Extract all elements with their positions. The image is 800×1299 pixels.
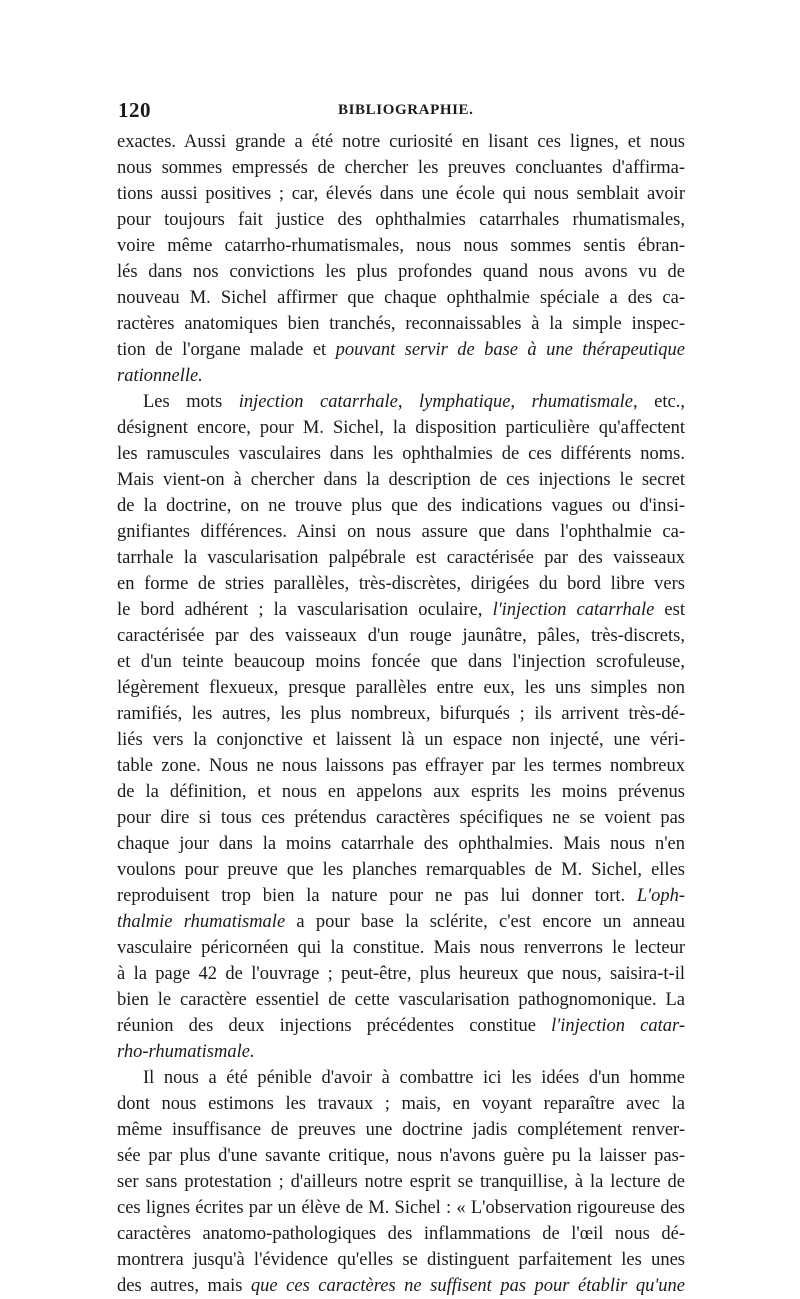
- italic-segment: L'oph-: [636, 886, 685, 906]
- italic-segment: l'injection catarrhale: [492, 600, 655, 620]
- text-line: tarrhale la vascularisation palpébrale est caractérisée par des vaisseaux: [117, 548, 685, 568]
- italic-segment: que ces caractères ne suffisent pas pour établir qu'une: [250, 1276, 685, 1296]
- text-line: Il nous a été pénible d'avoir à combattre ici les idées d'un homme: [143, 1068, 685, 1088]
- text-line: tions aussi positives ; car, élevés dans une école qui nous semblait avoir: [117, 184, 685, 204]
- text-line: en forme de stries parallèles, très-discrètes, dirigées du bord libre vers: [117, 574, 685, 594]
- italic-segment: injection catarrhale, lymphatique, rhumatismale: [238, 392, 634, 412]
- text-line: voulons pour preuve que les planches remarquables de M. Sichel, elles: [117, 860, 685, 880]
- text-line: vasculaire péricornéen qui la constitue. Mais nous renverrons le lecteur: [117, 938, 685, 958]
- text-line: bien le caractère essentiel de cette vascularisation pathognomonique. La: [117, 990, 685, 1010]
- text-line: ces lignes écrites par un élève de M. Sichel : « L'observation rigoureuse des: [117, 1198, 685, 1218]
- italic-segment: l'injection catar-: [551, 1016, 685, 1036]
- text-line: [117, 1039, 685, 1065]
- text-line: montrera jusqu'à l'évidence qu'elles se distinguent parfaitement les unes: [117, 1250, 685, 1270]
- text-line: [117, 597, 685, 623]
- text-line: liés vers la conjonctive et laissent là un espace non injecté, une véri-: [117, 730, 685, 750]
- text-line: caractères anatomo-pathologiques des inflammations de l'œil nous dé-: [117, 1224, 685, 1244]
- text-line: caractérisée par des vaisseaux d'un rouge jaunâtre, pâles, très-discrets,: [117, 626, 685, 646]
- text-line: lés dans nos convictions les plus profondes quand nous avons vu de: [117, 262, 685, 282]
- text-line: [117, 909, 685, 935]
- text-segment: reproduisent trop bien la nature pour ne pas lui donner tort.: [117, 886, 637, 906]
- text-line: ser sans protestation ; d'ailleurs notre esprit se tranquillise, à la lecture de: [117, 1172, 685, 1192]
- text-segment: le bord adhérent ; la vascularisation oculaire,: [117, 600, 493, 620]
- text-line: exactes. Aussi grande a été notre curiosité en lisant ces lignes, et nous: [117, 132, 685, 152]
- text-line: pour toujours fait justice des ophthalmies catarrhales rhumatismales,: [117, 210, 685, 230]
- text-line: de la doctrine, on ne trouve plus que des indications vagues ou d'insi-: [117, 496, 685, 516]
- text-line: même insuffisance de preuves une doctrine jadis complétement renver-: [117, 1120, 685, 1140]
- text-segment: réunion des deux injections précédentes constitue: [117, 1016, 552, 1036]
- text-line: les ramuscules vasculaires dans les ophthalmies de ces différents noms.: [117, 444, 685, 464]
- text-line: [117, 1273, 685, 1299]
- running-title: BIBLIOGRAPHIE.: [338, 102, 474, 118]
- text-segment: est: [654, 600, 685, 620]
- text-line: [117, 337, 685, 363]
- text-segment: Les mots: [143, 392, 239, 412]
- text-line: dont nous estimons les travaux ; mais, en voyant reparaître avec la: [117, 1094, 685, 1114]
- text-line: ractères anatomiques bien tranchés, reconnaissables à la simple inspec-: [117, 314, 685, 334]
- text-line: [117, 389, 685, 415]
- text-segment: tion de l'organe malade et: [117, 340, 336, 360]
- italic-segment: rationnelle.: [117, 366, 203, 386]
- text-line: [117, 1013, 685, 1039]
- text-line: [117, 883, 685, 909]
- page-header: [118, 98, 688, 122]
- text-line: voire même catarrho-rhumatismales, nous nous sommes sentis ébran-: [117, 236, 685, 256]
- text-line: table zone. Nous ne nous laissons pas effrayer par les termes nombreux: [117, 756, 685, 776]
- text-line: désignent encore, pour M. Sichel, la disposition particulière qu'affectent: [117, 418, 685, 438]
- text-segment: a pour base la sclérite, c'est encore un anneau: [285, 912, 685, 932]
- text-line: gnifiantes différences. Ainsi on nous assure que dans l'ophthalmie ca-: [117, 522, 685, 542]
- text-line: sée par plus d'une savante critique, nous n'avons guère pu la laisser pas-: [117, 1146, 685, 1166]
- body-text: [117, 129, 685, 1299]
- italic-segment: pouvant servir de base à une thérapeutique: [335, 340, 685, 360]
- text-line: ramifiés, les autres, les plus nombreux, bifurqués ; ils arrivent très-dé-: [117, 704, 685, 724]
- italic-segment: rho-rhumatismale.: [117, 1042, 255, 1062]
- text-line: chaque jour dans la moins catarrhale des ophthalmies. Mais nous n'en: [117, 834, 685, 854]
- text-line: légèrement flexueux, presque parallèles entre eux, les uns simples non: [117, 678, 685, 698]
- text-line: [117, 363, 685, 389]
- text-line: de la définition, et nous en appelons aux esprits les moins prévenus: [117, 782, 685, 802]
- text-line: pour dire si tous ces prétendus caractères spécifiques ne se voient pas: [117, 808, 685, 828]
- text-line: à la page 42 de l'ouvrage ; peut-être, plus heureux que nous, saisira-t-il: [117, 964, 685, 984]
- text-segment: des autres, mais: [117, 1276, 251, 1296]
- text-line: et d'un teinte beaucoup moins foncée que dans l'injection scrofuleuse,: [117, 652, 685, 672]
- text-line: nous sommes empressés de chercher les preuves concluantes d'affirma-: [117, 158, 685, 178]
- page-number: 120: [118, 98, 151, 122]
- text-line: nouveau M. Sichel affirmer que chaque ophthalmie spéciale a des ca-: [117, 288, 685, 308]
- italic-segment: thalmie rhumatismale: [117, 912, 286, 932]
- text-segment: , etc.,: [633, 392, 685, 412]
- text-line: Mais vient-on à chercher dans la description de ces injections le secret: [117, 470, 685, 490]
